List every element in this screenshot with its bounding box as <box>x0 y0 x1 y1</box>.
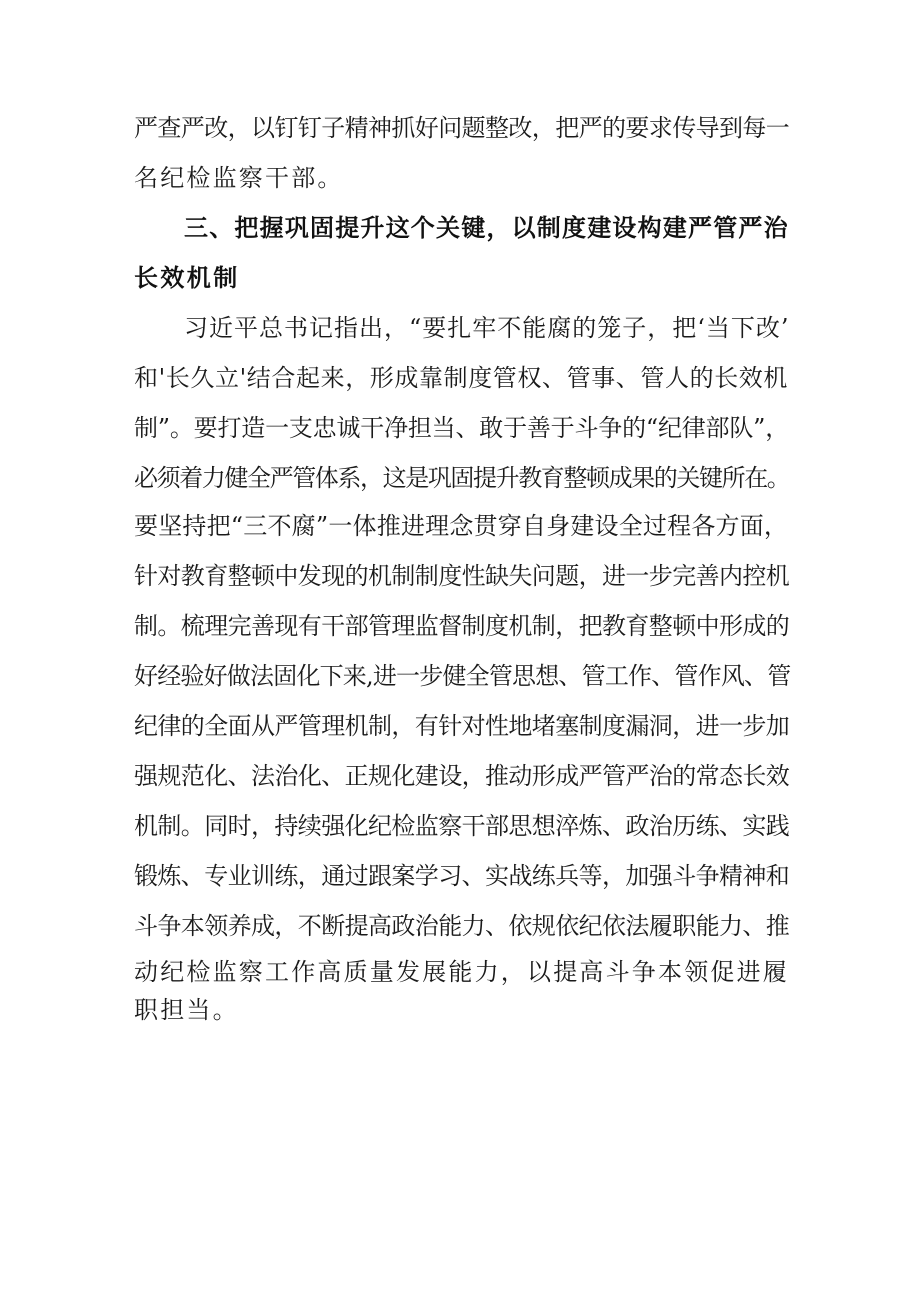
body-line: 和'长久立'结合起来，形成靠制度管权、管事、管人的长效机 <box>134 364 788 392</box>
body-line: 制”。要打造一支忠诚干净担当、敢于善于斗争的“纪律部队”， <box>134 414 790 442</box>
body-line: 必须着力健全严管体系，这是巩固提升教育整顿成果的关键所在。 <box>134 464 790 492</box>
body-line: 强规范化、法治化、正规化建设，推动形成严管严治的常态长效 <box>134 762 790 790</box>
body-line: 动纪检监察工作高质量发展能力，以提高斗争本领促进履 <box>134 958 789 986</box>
opening-line: 严查严改，以钉钉子精神抓好问题整改，把严的要求传导到每一 <box>134 114 790 142</box>
section-heading: 长效机制 <box>134 264 240 292</box>
body-line: 习近平总书记指出，“要扎牢不能腐的笼子，把‘当下改’ <box>184 314 790 342</box>
body-line: 机制。同时，持续强化纪检监察干部思想淬炼、政治历练、实践 <box>134 812 790 840</box>
body-line: 针对教育整顿中发现的机制制度性缺失问题，进一步完善内控机 <box>134 562 790 590</box>
body-line: 好经验好做法固化下来,进一步健全管思想、管工作、管作风、管 <box>134 662 791 690</box>
body-line: 锻炼、专业训练，通过跟案学习、实战练兵等，加强斗争精神和 <box>134 862 790 890</box>
body-line: 斗争本领养成，不断提高政治能力、依规依纪依法履职能力、推 <box>134 912 790 940</box>
body-line: 要坚持把“三不腐”一体推进理念贯穿自身建设全过程各方面， <box>134 512 789 540</box>
body-line: 制。梳理完善现有干部管理监督制度机制，把教育整顿中形成的 <box>134 612 790 640</box>
opening-line: 名纪检监察干部。 <box>134 164 344 192</box>
section-heading: 三、把握巩固提升这个关键，以制度建设构建严管严治 <box>184 214 789 242</box>
body-line: 职担当。 <box>134 996 239 1024</box>
body-line: 纪律的全面从严管理机制，有针对性地堵塞制度漏洞，进一步加 <box>134 712 790 740</box>
